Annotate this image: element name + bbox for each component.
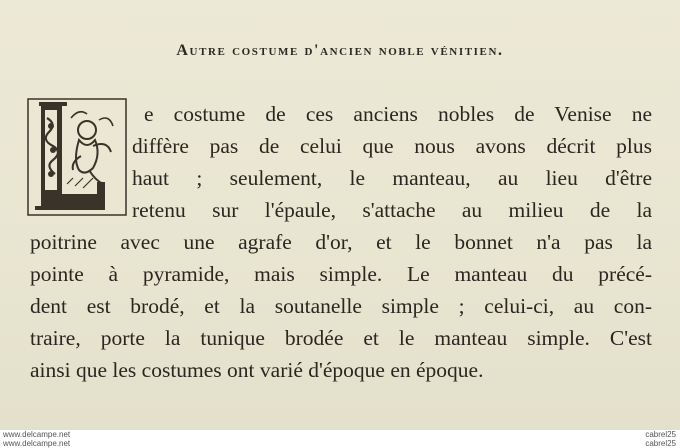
page-title: Autre costume d'ancien noble vénitien. bbox=[176, 42, 504, 59]
text-line-4: retenu sur l'épaule, s'attache au milieu de la bbox=[132, 198, 652, 222]
text-line-8: traire, porte la tunique brodée et le manteau simple. C'est bbox=[30, 326, 652, 350]
text-line-3: haut ; seulement, le manteau, au lieu d'être bbox=[132, 166, 652, 190]
text-line-2: diffère pas de celui que nous avons décrit plus bbox=[132, 134, 652, 158]
watermark-footer bbox=[0, 430, 680, 448]
ornate-dropcap-l bbox=[27, 98, 127, 216]
footer-site-2[interactable]: www.delcampe.net bbox=[3, 439, 71, 448]
text-line-5: poitrine avec une agrafe d'or, et le bonnet n'a pas la bbox=[30, 230, 652, 254]
footer-site-1[interactable]: www.delcampe.net bbox=[3, 430, 71, 439]
footer-seller-1: cabrel25 bbox=[645, 430, 676, 439]
text-line-6: pointe à pyramide, mais simple. Le manteau du précé- bbox=[30, 262, 652, 286]
text-line-7: dent est brodé, et la soutanelle simple ; celui-ci, au con- bbox=[30, 294, 652, 318]
footer-seller-2: cabrel25 bbox=[645, 439, 676, 448]
text-line-1: e costume de ces anciens nobles de Venise ne bbox=[144, 102, 652, 126]
text-line-9: ainsi que les costumes ont varié d'époque en époque. bbox=[30, 358, 484, 382]
